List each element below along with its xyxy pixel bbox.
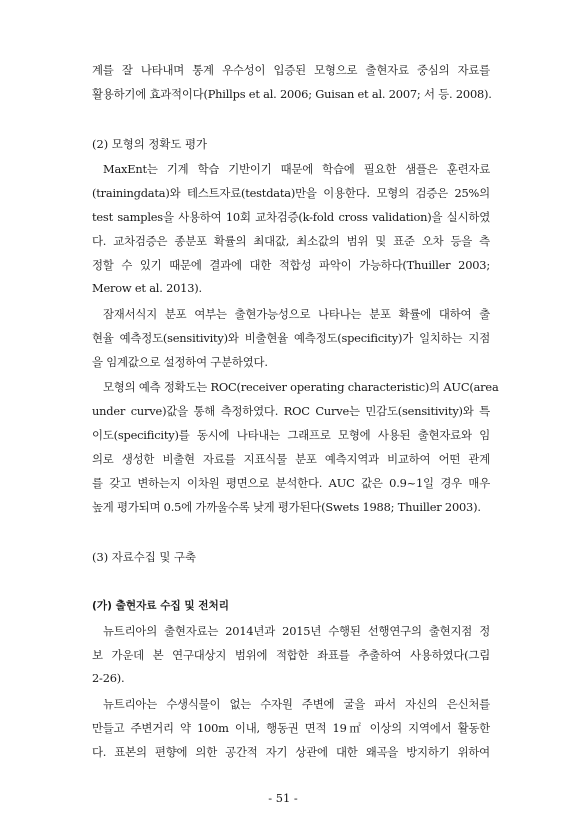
body-line: 다. 교차검증은 종분포 확률의 최대값, 최소값의 범위 및 표준 오차 등을 측 xyxy=(92,234,490,248)
body-line: 활용하기에 효과적이다(Phillps et al. 2006; Guisan et al. 2007; 서 등. 2008). xyxy=(92,87,492,101)
body-line: 뉴트리아의 출현자료는 2014년과 2015년 수행된 선행연구의 출현지점 정 xyxy=(103,624,490,638)
body-line: 을 임계값으로 설정하여 구분하였다. xyxy=(92,355,268,369)
body-line: 모형의 예측 정확도는 ROC(receiver operating characteristic)의 AUC(area xyxy=(103,380,499,394)
body-line: test samples을 사용하여 10회 교차검증(k-fold cross validation)을 실시하였 xyxy=(92,210,490,224)
body-line: Merow et al. 2013). xyxy=(92,281,202,295)
body-line: 계를 잘 나타내며 통계 우수성이 입증된 모형으로 출현자료 중심의 자료를 xyxy=(92,63,490,77)
page-number: - 51 - xyxy=(268,791,298,805)
body-line: (trainingdata)와 테스트자료(testdata)만을 이용한다. 모형의 검증은 25%의 xyxy=(92,186,490,200)
subsection-heading: (가) 출현자료 수집 및 전처리 xyxy=(92,600,230,612)
body-line: 현율 예측정도(sensitivity)와 비출현율 예측정도(specificity)가 일치하는 지점 xyxy=(92,331,490,345)
body-line: 잠재서식지 분포 여부는 출현가능성으로 나타나는 분포 확률에 대하여 출 xyxy=(103,307,490,321)
body-line: under curve)값을 통해 측정하였다. ROC Curve는 민감도(sensitivity)와 특 xyxy=(92,404,490,418)
body-line: MaxEnt는 기계 학습 기반이기 때문에 학습에 필요한 샘플은 훈련자료 xyxy=(103,162,490,176)
body-line: 이도(specificity)를 동시에 나타내는 그래프로 모형에 사용된 출현자료와 임 xyxy=(92,428,490,442)
body-line: 를 갖고 변하는지 이차원 평면으로 분석한다. AUC 값은 0.9~1일 경우 매우 xyxy=(92,476,490,490)
body-line: 뉴트리아는 수생식물이 없는 수자원 주변에 굴을 파서 자신의 은신처를 xyxy=(103,697,490,711)
body-line: 의로 생성한 비출현 자료를 지표식물 분포 예측지역과 비교하여 어떤 관계 xyxy=(92,452,490,466)
body-line: 정할 수 있기 때문에 결과에 대한 적합성 파악이 가능하다(Thuiller 2003; xyxy=(92,258,490,272)
body-line: 다. 표본의 편향에 의한 공간적 자기 상관에 대한 왜곡을 방지하기 위하여 xyxy=(92,745,490,759)
section-heading: (3) 자료수집 및 구축 xyxy=(92,550,197,564)
body-line: 높게 평가되며 0.5에 가까울수록 낮게 평가된다(Swets 1988; Thuiller 2003). xyxy=(92,500,481,514)
body-line: 만들고 주변거리 약 100m 이내, 행동권 면적 19㎡ 이상의 지역에서 활동한 xyxy=(92,721,490,735)
body-line: 2-26). xyxy=(92,671,125,685)
body-line: 보 가운데 본 연구대상지 범위에 적합한 좌표를 추출하여 사용하였다(그림 xyxy=(92,648,490,662)
section-heading: (2) 모형의 정확도 평가 xyxy=(92,137,208,151)
